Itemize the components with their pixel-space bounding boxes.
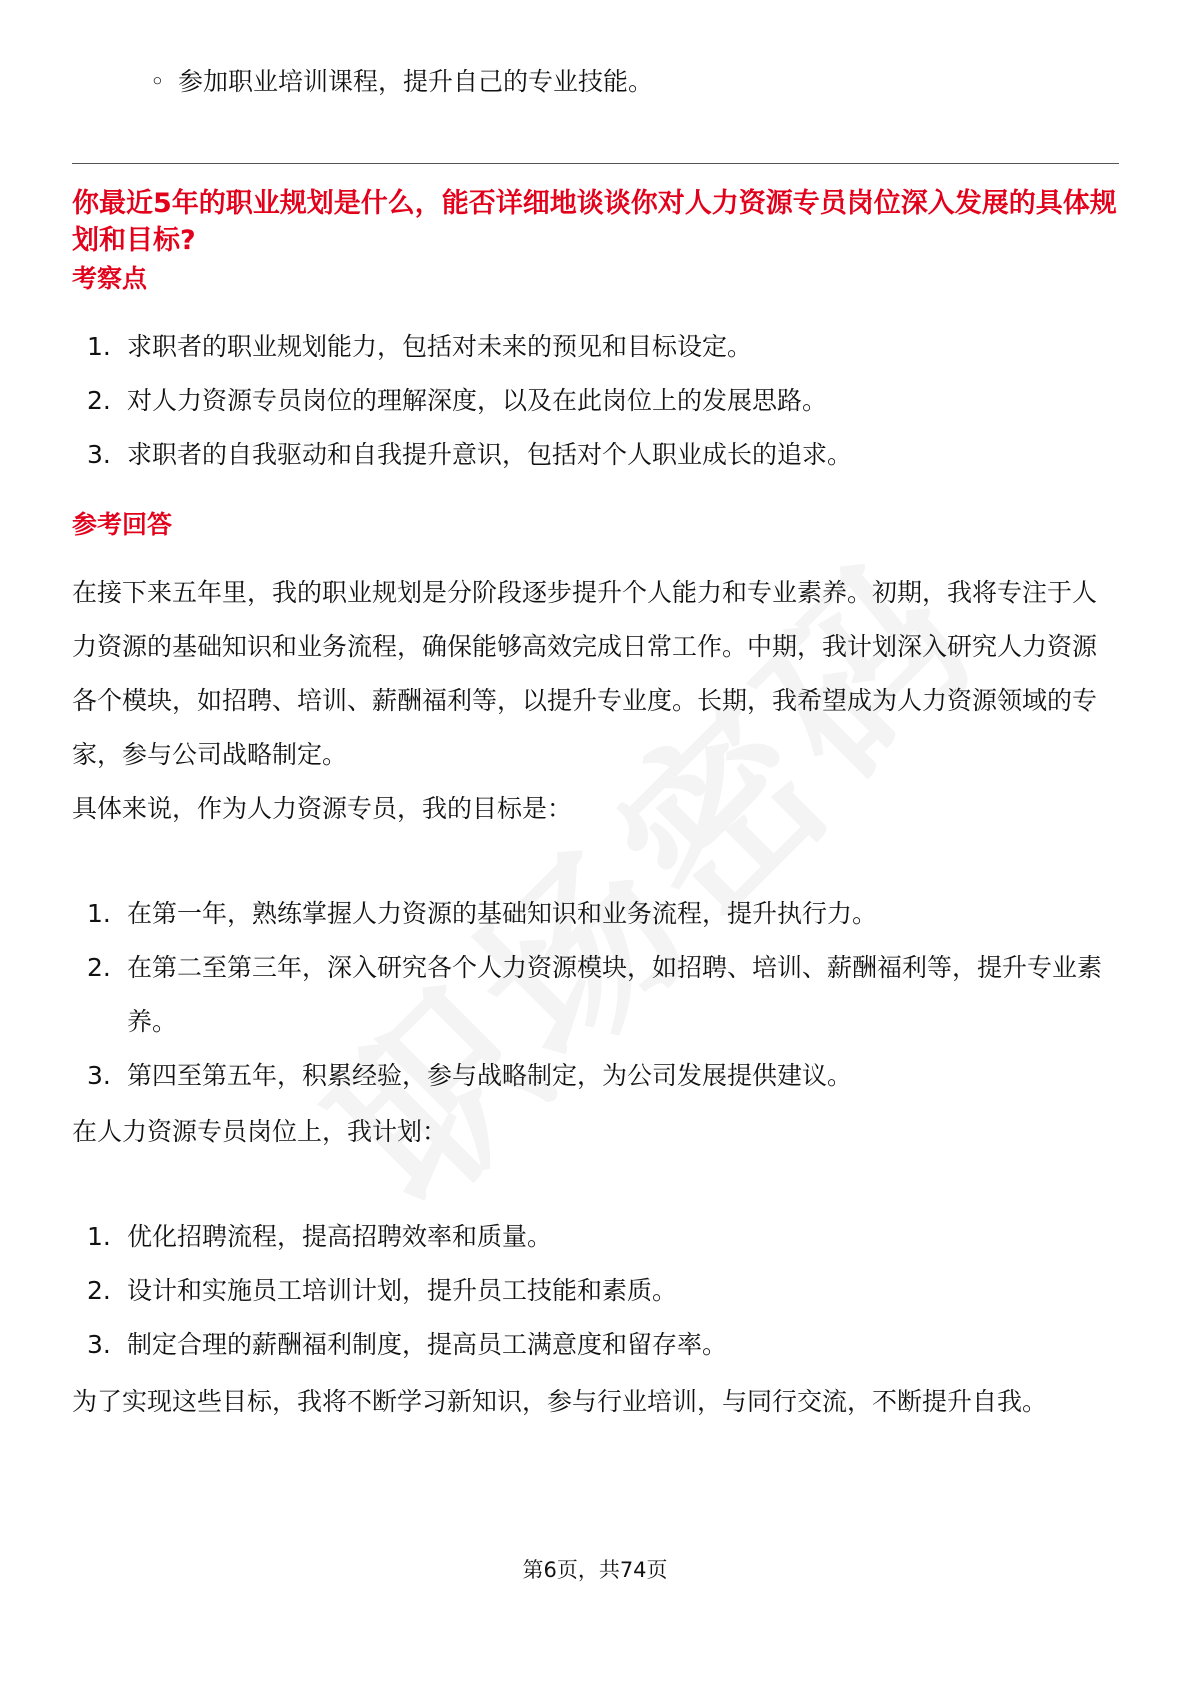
goals-list xyxy=(72,887,1122,1103)
sub-bullet-item xyxy=(150,62,653,102)
hollow-bullet-icon: ◦ xyxy=(150,67,165,96)
list-item: 2. 设计和实施员工培训计划，提升员工技能和素质。 xyxy=(72,1264,1122,1318)
list-number: 1. xyxy=(87,899,111,928)
list-item: 3. 求职者的自我驱动和自我提升意识，包括对个人职业成长的追求。 xyxy=(72,428,1122,482)
sub-bullet-text: 参加职业培训课程，提升自己的专业技能。 xyxy=(178,67,654,96)
closing-paragraph: 为了实现这些目标，我将不断学习新知识，参与行业培训，与同行交流，不断提升自我。 xyxy=(72,1387,1048,1416)
list-item: 2. 对人力资源专员岗位的理解深度，以及在此岗位上的发展思路。 xyxy=(72,374,1122,428)
focus-list xyxy=(72,320,1122,482)
section-divider xyxy=(72,163,1119,164)
list-item: 3. 第四至第五年，积累经验，参与战略制定，为公司发展提供建议。 xyxy=(72,1049,1122,1103)
list-number: 3. xyxy=(87,1330,111,1359)
list-number: 3. xyxy=(87,1061,111,1090)
list-number: 2. xyxy=(87,953,111,982)
plans-list xyxy=(72,1210,1122,1372)
question-title: 你最近5年的职业规划是什么，能否详细地谈谈你对人力资源专员岗位深入发展的具体规划和目标? xyxy=(72,188,1117,256)
plans-intro-paragraph: 在人力资源专员岗位上，我计划： xyxy=(72,1117,448,1146)
list-number: 2. xyxy=(87,1276,111,1305)
list-item: 3. 制定合理的薪酬福利制度，提高员工满意度和留存率。 xyxy=(72,1318,1122,1372)
list-item: 1. 在第一年，熟练掌握人力资源的基础知识和业务流程，提升执行力。 xyxy=(72,887,1122,941)
list-number: 1. xyxy=(87,1222,111,1251)
goals-intro-paragraph: 具体来说，作为人力资源专员，我的目标是： xyxy=(72,794,573,823)
list-number: 1. xyxy=(87,332,111,361)
list-number: 3. xyxy=(87,440,111,469)
focus-heading: 考察点 xyxy=(72,264,148,293)
answer-intro-paragraph: 在接下来五年里，我的职业规划是分阶段逐步提升个人能力和专业素养。初期，我将专注于人力资源的基础知识和业务流程，确保能够高效完成日常工作。中期，我计划深入研究人力资源各个模块，如招聘、培训、薪酬福利等，以提升专业度。长期，我希望成为人力资源领域的专家，参与公司战略制定。 xyxy=(72,578,1098,769)
list-item: 2. 在第二至第三年，深入研究各个人力资源模块，如招聘、培训、薪酬福利等，提升专业素养。 xyxy=(72,941,1122,1049)
list-item: 1. 优化招聘流程，提高招聘效率和质量。 xyxy=(72,1210,1122,1264)
list-number: 2. xyxy=(87,386,111,415)
page-number: 第6页，共74页 xyxy=(522,1558,668,1582)
answer-heading: 参考回答 xyxy=(72,510,173,539)
list-item: 1. 求职者的职业规划能力，包括对未来的预见和目标设定。 xyxy=(72,320,1122,374)
